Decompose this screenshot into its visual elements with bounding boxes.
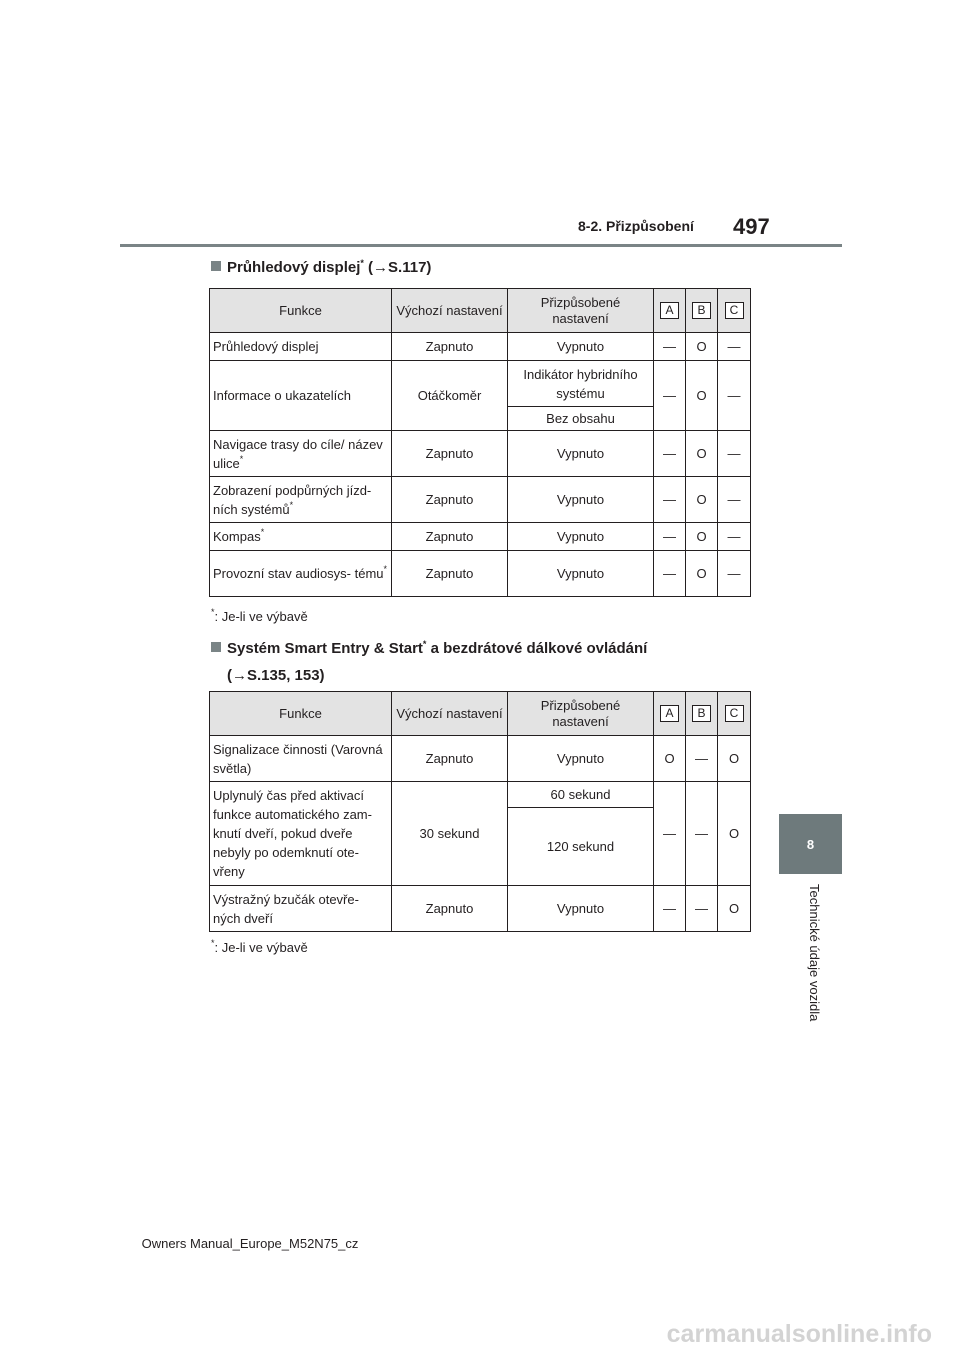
footnote-marker: * [289, 499, 294, 510]
cell-vychozi: Zapnuto [392, 551, 508, 597]
table-header-row [210, 692, 751, 736]
cell-b: O [686, 523, 718, 551]
header-vychozi: Výchozí nastavení [392, 692, 508, 736]
footnote-marker: * [260, 527, 265, 537]
label-c-box: C [725, 302, 744, 319]
footnote-marker: * [383, 564, 388, 574]
cell-a: — [654, 551, 686, 597]
cell-funkce: Uplynulý čas před aktivací funkce automatického zam- knutí dveří, pokud dveře nebyly po odemknutí ote- vřeny [210, 782, 392, 886]
cell-b: — [686, 736, 718, 782]
cell-vychozi: Zapnuto [392, 477, 508, 523]
cell-prizpusobene: Vypnuto [508, 523, 654, 551]
header-prizpusobene: Přizpůsobené nastavení [508, 692, 654, 736]
header-rule [120, 244, 842, 247]
section1-title-suffix: (→S.117) [363, 259, 432, 276]
footer-document-id: Owners Manual_Europe_M52N75_cz [141, 1236, 359, 1251]
cell-a: — [654, 886, 686, 932]
header-vychozi: Výchozí nastavení [392, 289, 508, 333]
footnote-marker: * [422, 639, 427, 649]
header-c [718, 289, 751, 333]
label-c-box: C [725, 705, 744, 722]
cell-b: — [686, 886, 718, 932]
table-row [210, 736, 751, 782]
cell-a: — [654, 333, 686, 361]
cell-prizpusobene: Vypnuto [508, 886, 654, 932]
cell-vychozi: Zapnuto [392, 523, 508, 551]
cell-funkce-text: Provozní stav audiosys- tému [213, 566, 384, 581]
header-c [718, 692, 751, 736]
section2-title-suffix: a bezdrátové dálkové ovládání [426, 640, 648, 657]
footnote-marker: * [360, 258, 364, 268]
cell-b: O [686, 431, 718, 477]
cell-prizpusobene-alt: Bez obsahu [508, 407, 654, 431]
footnote-marker: * [211, 938, 215, 948]
cell-funkce: Průhledový displej [210, 333, 392, 361]
table-row [210, 361, 751, 407]
cell-c: — [718, 523, 751, 551]
header-funkce: Funkce [210, 289, 392, 333]
header-section-title: 8-2. Přizpůsobení [578, 218, 694, 234]
header-prizpusobene: Přizpůsobené nastavení [508, 289, 654, 333]
cell-b: O [686, 333, 718, 361]
page-number: 497 [733, 214, 770, 239]
cell-prizpusobene: Indikátor hybridního systému [508, 361, 654, 407]
cell-a: — [654, 523, 686, 551]
cell-a: — [654, 361, 686, 431]
footnote-text: : Je-li ve výbavě [214, 609, 308, 624]
cell-funkce: Výstražný bzučák otevře- ných dveří [210, 886, 392, 932]
square-bullet-icon [211, 261, 221, 271]
cell-funkce: Informace o ukazatelích [210, 361, 392, 431]
cell-funkce [210, 551, 392, 597]
footnote-marker: * [239, 453, 244, 464]
cell-prizpusobene: Vypnuto [508, 551, 654, 597]
cell-funkce-text: Zobrazení podpůrných jízd- ních systémů [213, 482, 372, 517]
table-row [210, 523, 751, 551]
cell-c: — [718, 551, 751, 597]
section1-table [209, 288, 751, 597]
table-row [210, 782, 751, 808]
watermark: carmanualsonline.info [666, 1320, 932, 1348]
footnote-marker: * [211, 607, 215, 617]
footnote-text: : Je-li ve výbavě [214, 940, 308, 955]
cell-a: — [654, 477, 686, 523]
label-a-box: A [660, 705, 679, 722]
cell-vychozi: 30 sekund [392, 782, 508, 886]
cell-c: O [718, 886, 751, 932]
cell-vychozi: Zapnuto [392, 333, 508, 361]
section2-title-prefix: Systém Smart Entry & Start [227, 640, 423, 657]
cell-c: O [718, 736, 751, 782]
cell-vychozi: Otáčkoměr [392, 361, 508, 431]
cell-funkce-text: Kompas [213, 529, 261, 544]
table-row [210, 886, 751, 932]
chapter-label: Technické údaje vozidla [807, 884, 822, 1022]
section2-title [211, 640, 647, 684]
chapter-tab[interactable] [779, 814, 842, 874]
section2-footnote [211, 940, 308, 955]
table-row [210, 431, 751, 477]
section2-table [209, 691, 751, 932]
cell-c: — [718, 333, 751, 361]
cell-prizpusobene: Vypnuto [508, 333, 654, 361]
table-row [210, 333, 751, 361]
cell-a: — [654, 782, 686, 886]
cell-funkce [210, 477, 392, 523]
cell-b: O [686, 477, 718, 523]
cell-a: O [654, 736, 686, 782]
cell-prizpusobene: Vypnuto [508, 736, 654, 782]
header-a [654, 692, 686, 736]
cell-vychozi: Zapnuto [392, 886, 508, 932]
cell-funkce [210, 431, 392, 477]
table-row [210, 551, 751, 597]
cell-prizpusobene-alt: 120 sekund [508, 808, 654, 886]
cell-b: O [686, 361, 718, 431]
table-row [210, 477, 751, 523]
cell-b: O [686, 551, 718, 597]
header-b [686, 692, 718, 736]
label-b-box: B [692, 302, 711, 319]
section1-title-prefix: Průhledový displej [227, 259, 361, 276]
cell-c: O [718, 782, 751, 886]
header-funkce: Funkce [210, 692, 392, 736]
cell-c: — [718, 477, 751, 523]
cell-a: — [654, 431, 686, 477]
section2-title-line2: (→S.135, 153) [227, 667, 325, 684]
header-a [654, 289, 686, 333]
cell-vychozi: Zapnuto [392, 736, 508, 782]
cell-c: — [718, 361, 751, 431]
cell-prizpusobene: 60 sekund [508, 782, 654, 808]
cell-prizpusobene: Vypnuto [508, 477, 654, 523]
label-b-box: B [692, 705, 711, 722]
cell-funkce: Signalizace činnosti (Varovná světla) [210, 736, 392, 782]
table-header-row [210, 289, 751, 333]
cell-c: — [718, 431, 751, 477]
header-b [686, 289, 718, 333]
section1-footnote [211, 609, 308, 624]
cell-prizpusobene: Vypnuto [508, 431, 654, 477]
cell-funkce-text: Navigace trasy do cíle/ název ulice [213, 436, 383, 471]
square-bullet-icon [211, 642, 221, 652]
chapter-number: 8 [806, 836, 815, 852]
section1-title [211, 259, 431, 276]
label-a-box: A [660, 302, 679, 319]
cell-b: — [686, 782, 718, 886]
cell-funkce [210, 523, 392, 551]
cell-vychozi: Zapnuto [392, 431, 508, 477]
